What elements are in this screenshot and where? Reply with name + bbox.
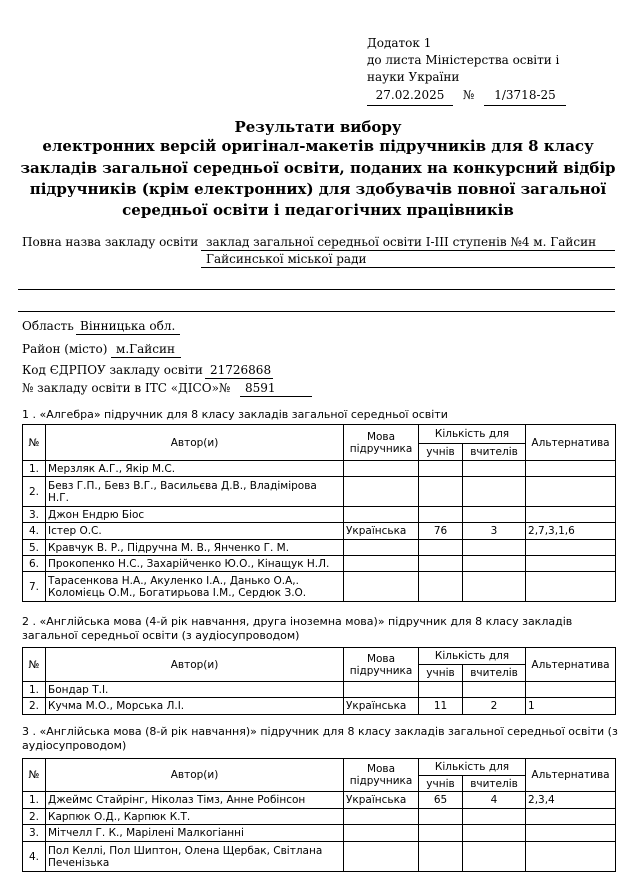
row-students: 65 [419,792,463,809]
row-author: Мерзляк А.Г., Якір М.С. [46,461,344,477]
row-students [419,572,463,602]
row-alt [526,461,616,477]
table-row [23,556,616,572]
row-num: 1. [23,792,46,809]
row-students [419,477,463,507]
edrpou-label: Код ЄДРПОУ закладу освіти [22,363,203,377]
row-author: Мітчелл Г. К., Марілені Малкогіанні [46,825,344,842]
row-lang [344,461,419,477]
row-teachers [463,540,526,556]
row-alt: 1 [526,698,616,715]
col-count-header: Кількість для [419,425,526,444]
row-lang [344,507,419,523]
row-num: 5. [23,540,46,556]
row-author: Джеймс Стайрінг, Ніколаз Тімз, Анне Робінсон [46,792,344,809]
row-author: Джон Ендрю Біос [46,507,344,523]
col-count-header: Кількість для [419,759,526,776]
full-name-value-line-2: Гайсинської міської ради [206,252,367,266]
annex-date-line [367,86,566,106]
annex-date: 27.02.2025 [367,86,453,106]
col-alt-header: Альтернатива [526,425,616,461]
textbook-table [22,647,616,715]
full-name-value-line-1: заклад загальної середньої освіти I-III ступенів №4 м. Гайсин [206,235,597,249]
row-students [419,842,463,872]
col-students-header: учнів [419,776,463,792]
section-title: 1 . «Алгебра» підручник для 8 класу закладів загальної середньої освіти [22,408,448,421]
doc-title-line-5: середньої освіти і педагогічних працівників [122,201,514,219]
row-teachers [463,507,526,523]
row-num: 1. [23,461,46,477]
textbook-table [22,424,616,602]
textbook-table [22,758,616,872]
row-author: Кравчук В. Р., Підручна М. В., Янченко Г. М. [46,540,344,556]
disco-value: 8591 [245,381,276,395]
row-alt [526,682,616,698]
row-alt [526,540,616,556]
row-students [419,461,463,477]
col-lang-header: Мова підручника [344,759,419,792]
row-lang [344,556,419,572]
col-teachers-header: вчителів [463,665,526,682]
col-teachers-header: вчителів [463,776,526,792]
row-teachers [463,825,526,842]
row-teachers: 2 [463,698,526,715]
row-author: Тарасенкова Н.А., Акуленко І.А., Данько О.А,. Коломієць О.М., Богатирьова І.М., Сердюк З.О. [46,572,344,602]
table-row [23,477,616,507]
row-lang [344,572,419,602]
col-num-header: № [23,425,46,461]
section-title: 2 . «Англійська мова (4-й рік навчання, друга іноземна мова)» підручник для 8 класу закладів загальної середньої освіти (з аудіосупроводом) [22,615,573,642]
row-teachers: 4 [463,792,526,809]
row-teachers: 3 [463,523,526,540]
row-lang: Українська [344,523,419,540]
row-lang [344,682,419,698]
table-row [23,792,616,809]
row-lang [344,809,419,825]
row-alt [526,842,616,872]
row-alt [526,572,616,602]
doc-title-line-2: електронних версій оригінал-макетів підручників для 8 класу [42,137,594,155]
doc-title-line-4: підручників (крім електронних) для здобувачів повної загальної [29,180,607,198]
row-num: 6. [23,556,46,572]
row-students [419,540,463,556]
col-author-header: Автор(и) [46,648,344,682]
row-num: 3. [23,825,46,842]
row-lang [344,477,419,507]
row-teachers [463,842,526,872]
table-row [23,825,616,842]
row-alt [526,556,616,572]
table-row [23,842,616,872]
row-author: Кучма М.О., Морська Л.І. [46,698,344,715]
row-lang [344,842,419,872]
col-lang-header: Мова підручника [344,425,419,461]
col-num-header: № [23,648,46,682]
underline [111,357,181,358]
row-author: Бондар Т.І. [46,682,344,698]
row-teachers [463,682,526,698]
row-author: Прокопенко Н.С., Захарійченко Ю.О., Кінащук Н.Л. [46,556,344,572]
row-num: 7. [23,572,46,602]
underline [240,396,312,397]
annex-doc-number: 1/3718-25 [484,86,566,106]
row-alt [526,477,616,507]
annex-ministry-line: науки України [367,70,460,84]
row-author: Пол Келлі, Пол Шиптон, Олена Щербак, Світлана Печенізька [46,842,344,872]
row-students [419,682,463,698]
row-teachers [463,477,526,507]
table-row [23,682,616,698]
row-num: 3. [23,507,46,523]
col-alt-header: Альтернатива [526,648,616,682]
row-students [419,556,463,572]
row-lang: Українська [344,698,419,715]
col-alt-header: Альтернатива [526,759,616,792]
row-lang [344,540,419,556]
row-students [419,507,463,523]
disco-label: № закладу освіти в ІТС «ДІСО»№ [22,381,231,395]
annex-letter-line: до листа Міністерства освіти і [367,53,560,67]
underline [76,334,180,335]
section-title: 3 . «Англійська мова (8-й рік навчання)» підручник для 8 класу закладів загальної середньої освіти (з аудіосупроводом) [22,725,618,752]
underline [18,311,615,312]
row-students: 11 [419,698,463,715]
row-author: Карпюк О.Д., Карпюк К.Т. [46,809,344,825]
row-num: 4. [23,523,46,540]
row-num: 2. [23,809,46,825]
table-row [23,698,616,715]
row-num: 2. [23,698,46,715]
row-students: 76 [419,523,463,540]
row-alt [526,809,616,825]
row-teachers [463,572,526,602]
table-row [23,523,616,540]
row-teachers [463,461,526,477]
row-alt: 2,7,3,1,6 [526,523,616,540]
table-row [23,540,616,556]
col-count-header: Кількість для [419,648,526,665]
row-author: Бевз Г.П., Бевз В.Г., Васильєва Д.В., Владімірова Н.Г. [46,477,344,507]
row-num: 2. [23,477,46,507]
underline [205,378,273,379]
row-lang [344,825,419,842]
col-num-header: № [23,759,46,792]
col-author-header: Автор(и) [46,759,344,792]
row-students [419,809,463,825]
col-teachers-header: вчителів [463,444,526,461]
row-teachers [463,556,526,572]
col-lang-header: Мова підручника [344,648,419,682]
row-num: 4. [23,842,46,872]
rayon-value: м.Гайсин [116,342,175,356]
row-alt: 2,3,4 [526,792,616,809]
row-teachers [463,809,526,825]
rayon-label: Район (місто) [22,342,108,356]
oblast-value: Вінницька обл. [80,319,176,333]
col-author-header: Автор(и) [46,425,344,461]
table-row [23,461,616,477]
underline [201,267,615,268]
number-sign: № [462,88,475,102]
row-lang: Українська [344,792,419,809]
full-name-label: Повна назва закладу освіти [22,235,199,249]
doc-title-line-3: закладів загальної середньої освіти, поданих на конкурсний відбір [20,159,616,177]
table-row [23,809,616,825]
edrpou-value: 21726868 [210,363,272,377]
underline [201,250,615,251]
row-alt [526,507,616,523]
oblast-label: Область [22,319,74,333]
row-alt [526,825,616,842]
row-num: 1. [23,682,46,698]
underline [18,289,615,290]
col-students-header: учнів [419,444,463,461]
row-author: Істер О.С. [46,523,344,540]
table-row [23,507,616,523]
table-row [23,572,616,602]
annex-label: Додаток 1 [367,36,432,50]
col-students-header: учнів [419,665,463,682]
doc-title-line-1: Результати вибору [234,118,402,136]
row-students [419,825,463,842]
